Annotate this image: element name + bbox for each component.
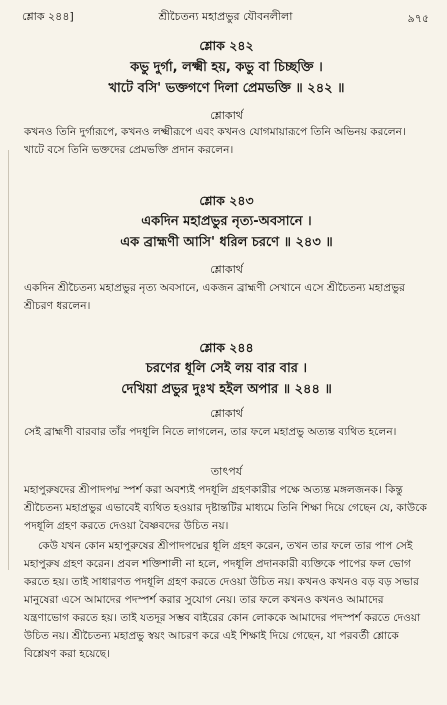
verse-heading-242: শ্লোক ২৪২ — [199, 38, 254, 53]
verse-text-244 — [24, 358, 429, 400]
verse-line: এক ব্রাহ্মণী আসি' ধরিল চরণে ॥ ২৪৩ ॥ — [120, 235, 333, 250]
verse-text-243 — [24, 211, 429, 253]
translation-text-242: কখনও তিনি দুর্গারূপে, কখনও লক্ষ্মীরূপে এবং কখনও যোগমায়ারূপে তিনি অভিনয় করলেন। খাটে বসে তিনি ভক্তদের প্রেমভক্তি প্রদান করলেন। — [24, 126, 406, 156]
purport-paragraph-2: কেউ যখন কোন মহাপুরুষের শ্রীপাদপদ্মের ধূলি গ্রহণ করেন, তখন তার ফলে তার পাপ সেই মহাপুরুষ গ্রহণ করেন। প্রবল শক্তিশালী না হলে, পদধূলি প্রদানকারী ব্যক্তিকে পাপের ফল ভোগ করতে হয়। তাই সাধারণত পদধূলি গ্রহণ করতে দেওয়া উচিত নয়। কখনও কখনও বড় বড় সভার মানুষেরা এসে আমাদের পদস্পর্শ করার সুযোগ নেয়। তার ফলে কখনও কখনও আমাদের যন্ত্রণাভোগ করতে হয়। তাই যতদূর সম্ভব বাইরের কোন লোককে আমাদের পদস্পর্শ করতে দেওয়া উচিত নয়। শ্রীচৈতন্য মহাপ্রভু স্বয়ং আচরণ করে এই শিক্ষাই দিয়ে গেছেন, যা পরবর্তী শ্লোকে বিশ্লেষণ করা হয়েছে। — [24, 540, 421, 660]
translation-label-243: শ্লোকার্থ — [210, 263, 243, 276]
verse-heading-243: শ্লোক ২৪৩ — [199, 193, 254, 208]
translation-label-242: শ্লোকার্থ — [210, 109, 243, 122]
translation-text-243: একদিন শ্রীচৈতন্য মহাপ্রভুর নৃত্য অবসানে, একজন ব্রাহ্মণী সেখানে এসে শ্রীচৈতন্য মহাপ্রভুর শ্রীচরণ ধরলেন। — [24, 282, 406, 312]
purport-label: তাৎপর্য — [210, 465, 243, 478]
verse-line: দেখিয়া প্রভুর দুঃখ হইল অপার ॥ ২৪৪ ॥ — [121, 382, 332, 397]
verse-line: চরণের ধূলি সেই লয় বার বার । — [145, 361, 308, 376]
purport-paragraph-1: মহাপুরুষদের শ্রীপাদপদ্ম স্পর্শ করা অবশ্যই পদধূলি গ্রহণকারীর পক্ষে অত্যন্ত মঙ্গলজনক। কিন্তু শ্রীচৈতন্য মহাপ্রভুর এভাবেই ব্যথিত হওয়ার দৃষ্টান্তটির মাধ্যমে তিনি শিক্ষা দিয়ে গেছেন যে, কাউকে পদধূলি গ্রহণ করতে দেওয়া বৈষ্ণবদের উচিত নয়। — [24, 484, 427, 532]
page-edge-line — [8, 150, 9, 570]
verse-line: একদিন মহাপ্রভুর নৃত্য-অবসানে । — [141, 214, 312, 229]
verse-text-242 — [24, 57, 429, 99]
page-header — [22, 4, 429, 26]
verse-line: কভু দুর্গা, লক্ষ্মী হয়, কভু বা চিচ্ছক্তি । — [130, 60, 323, 75]
verse-heading-244: শ্লোক ২৪৪ — [199, 340, 254, 355]
header-verse-ref: শ্লোক ২৪৪] — [22, 10, 74, 23]
header-page-number: ৯৭৫ — [407, 12, 429, 25]
header-title: শ্রীচৈতন্য মহাপ্রভুর যৌবনলীলা — [158, 10, 293, 23]
translation-label-244: শ্লোকার্থ — [210, 407, 243, 420]
translation-text-244: সেই ব্রাহ্মণী বারবার তাঁর পদধূলি নিতে লাগলেন, তার ফলে মহাপ্রভু অত্যন্ত ব্যথিত হলেন। — [24, 426, 397, 438]
verse-line: খাটে বসি' ভক্তগণে দিলা প্রেমভক্তি ॥ ২৪২ ॥ — [108, 81, 345, 96]
